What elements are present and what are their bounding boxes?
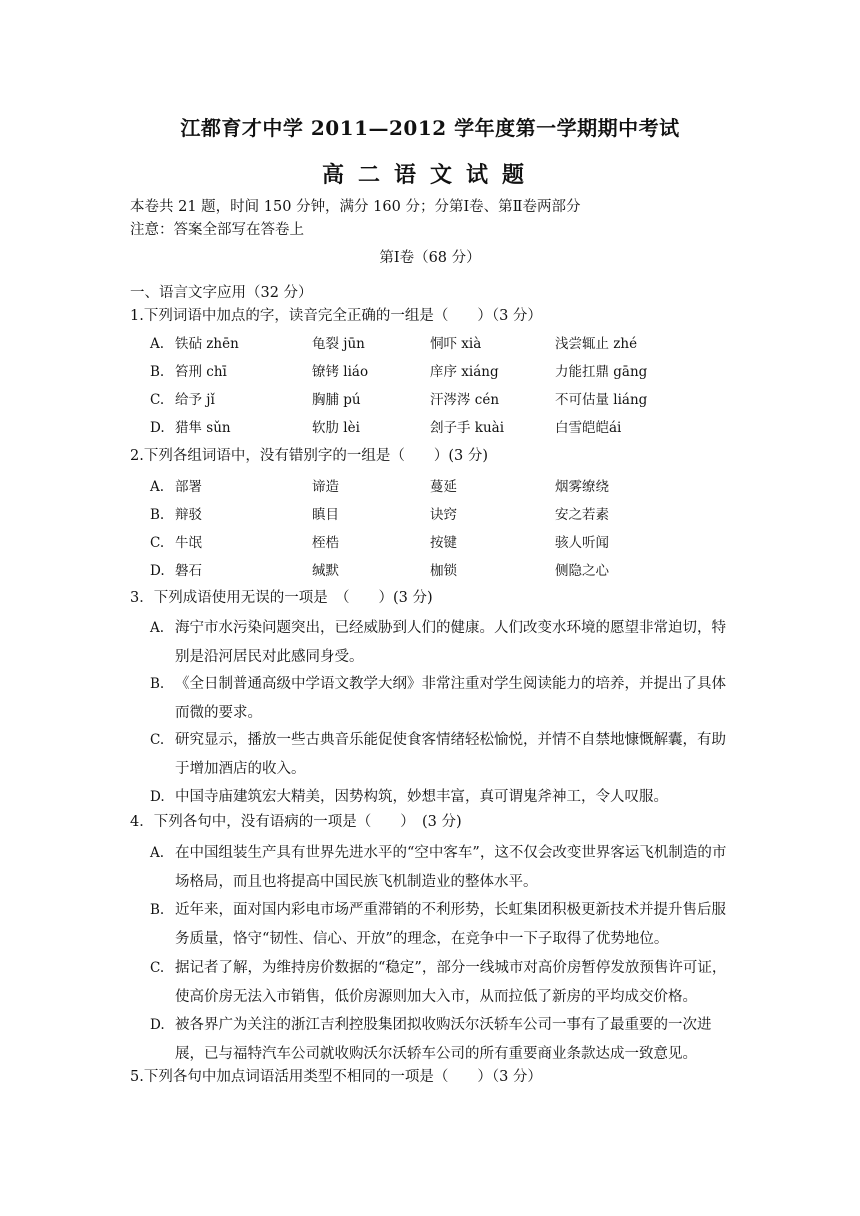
option-label: D. [150, 563, 165, 579]
option-text: 近年来，面对国内彩电市场严重滞销的不利形势，长虹集团积极更新技术并提升售后服务质量，恪守“韧性、信心、开放”的理念，在竞争中一下子取得了优势地位。 [175, 902, 726, 947]
option-item: 恫吓 xià [430, 336, 482, 352]
option-item: 胸脯 pú [312, 392, 361, 408]
q4-option-d [150, 1011, 730, 1069]
option-item: 龟裂 jūn [312, 336, 365, 352]
option-label: B. [150, 676, 165, 692]
option-item: 软肋 lèi [312, 420, 360, 436]
option-item: 庠序 xiáng [430, 364, 499, 380]
option-item: 猎隼 sǔn [175, 420, 231, 436]
option-item: 瞋目 [312, 507, 339, 523]
option-item: 骇人听闻 [555, 535, 609, 551]
option-item: 汗涔涔 cén [430, 392, 500, 408]
option-item: 安之若素 [555, 507, 609, 523]
option-item: 力能扛鼎 gāng [555, 364, 648, 380]
option-item: 给予 jǐ [175, 392, 215, 408]
section-title: 一、语言文字应用（32 分） [130, 285, 313, 301]
question-3-stem: 3．下列成语使用无误的一项是 （ ）(3 分) [130, 590, 433, 606]
part-one-title: 第Ⅰ卷（68 分） [379, 250, 481, 266]
option-item: 桎梏 [312, 535, 339, 551]
option-label: B. [150, 902, 165, 918]
option-label: D. [150, 420, 165, 436]
option-item: 按键 [430, 535, 457, 551]
option-text: 据记者了解，为维持房价数据的“稳定”，部分一线城市对高价房暂停发放预售许可证，使高价房无法入市销售，低价房源则加大入市，从而拉低了新房的平均成交价格。 [175, 960, 727, 1005]
option-item: 烟雾缭绕 [555, 479, 609, 495]
option-item: 不可估量 liáng [555, 392, 648, 408]
option-text: 中国寺庙建筑宏大精美，因势构筑，妙想丰富，真可谓鬼斧神工，令人叹服。 [175, 789, 668, 805]
option-text: 在中国组装生产具有世界先进水平的“空中客车”，这不仅会改变世界客运飞机制造的市场格局，而且也将提高中国民族飞机制造业的整体水平。 [175, 845, 727, 890]
option-item: 白雪皑皑ái [555, 420, 622, 436]
q4-option-c [150, 954, 730, 1012]
q3-option-c [150, 726, 730, 784]
option-item: 铁砧 zhēn [175, 336, 239, 352]
option-label: A. [150, 620, 165, 636]
option-label: C. [150, 732, 165, 748]
option-item: 蔓延 [430, 479, 457, 495]
option-item: 磐石 [175, 563, 202, 579]
exam-info-line: 本卷共 21 题，时间 150 分钟，满分 160 分；分第Ⅰ卷、第Ⅱ卷两部分 [130, 199, 581, 215]
option-item: 部署 [175, 479, 202, 495]
q3-option-d [150, 783, 730, 812]
option-item: 辩驳 [175, 507, 202, 523]
option-label: C. [150, 535, 165, 551]
option-label: A. [150, 479, 165, 495]
option-label: C. [150, 960, 165, 976]
option-item: 缄默 [312, 563, 339, 579]
option-item: 诀窍 [430, 507, 457, 523]
option-item: 侧隐之心 [555, 563, 609, 579]
option-label: D. [150, 789, 165, 805]
option-text: 被各界广为关注的浙江吉利控股集团拟收购沃尔沃轿车公司一事有了最重要的一次进展，已与福特汽车公司就收购沃尔沃轿车公司的所有重要商业条款达成一致意见。 [175, 1017, 712, 1062]
q3-option-a [150, 614, 730, 672]
q4-option-b [150, 896, 730, 954]
question-4-stem: 4．下列各句中，没有语病的一项是（ ） (3 分) [130, 814, 462, 830]
exam-notice-line: 注意：答案全部写在答卷上 [130, 222, 304, 238]
question-1-stem: 1.下列词语中加点的字，读音完全正确的一组是（ ）（3 分） [130, 308, 542, 324]
exam-title: 江都育才中学 2011—2012 学年度第一学期期中考试 [180, 116, 680, 140]
question-5-stem: 5.下列各句中加点词语活用类型不相同的一项是（ ）（3 分） [130, 1069, 542, 1085]
option-item: 镣铐 liáo [312, 364, 369, 380]
option-label: B. [150, 507, 165, 523]
q3-option-b [150, 670, 730, 728]
option-label: A. [150, 845, 165, 861]
option-item: 浅尝辄止 zhé [555, 336, 638, 352]
exam-subtitle: 高二语文试题 [321, 162, 538, 188]
q4-option-a [150, 839, 730, 897]
option-text: 《全日制普通高级中学语文教学大纲》非常注重对学生阅读能力的培养，并提出了具体而微的要求。 [175, 676, 726, 721]
option-label: D. [150, 1017, 165, 1033]
question-2-stem: 2.下列各组词语中，没有错别字的一组是（ ）(3 分) [130, 448, 488, 464]
option-item: 谛造 [312, 479, 339, 495]
option-label: A. [150, 336, 165, 352]
option-item: 牛氓 [175, 535, 202, 551]
option-item: 刽子手 kuài [430, 420, 505, 436]
option-item: 笞刑 chī [175, 364, 227, 380]
option-label: C. [150, 392, 165, 408]
option-label: B. [150, 364, 165, 380]
option-text: 海宁市水污染问题突出，已经威胁到人们的健康。人们改变水环境的愿望非常迫切，特别是沿河居民对此感同身受。 [175, 620, 726, 665]
option-text: 研究显示，播放一些古典音乐能促使食客情绪轻松愉悦，并情不自禁地慷慨解囊，有助于增加酒店的收入。 [175, 732, 726, 777]
option-item: 枷锁 [430, 563, 457, 579]
